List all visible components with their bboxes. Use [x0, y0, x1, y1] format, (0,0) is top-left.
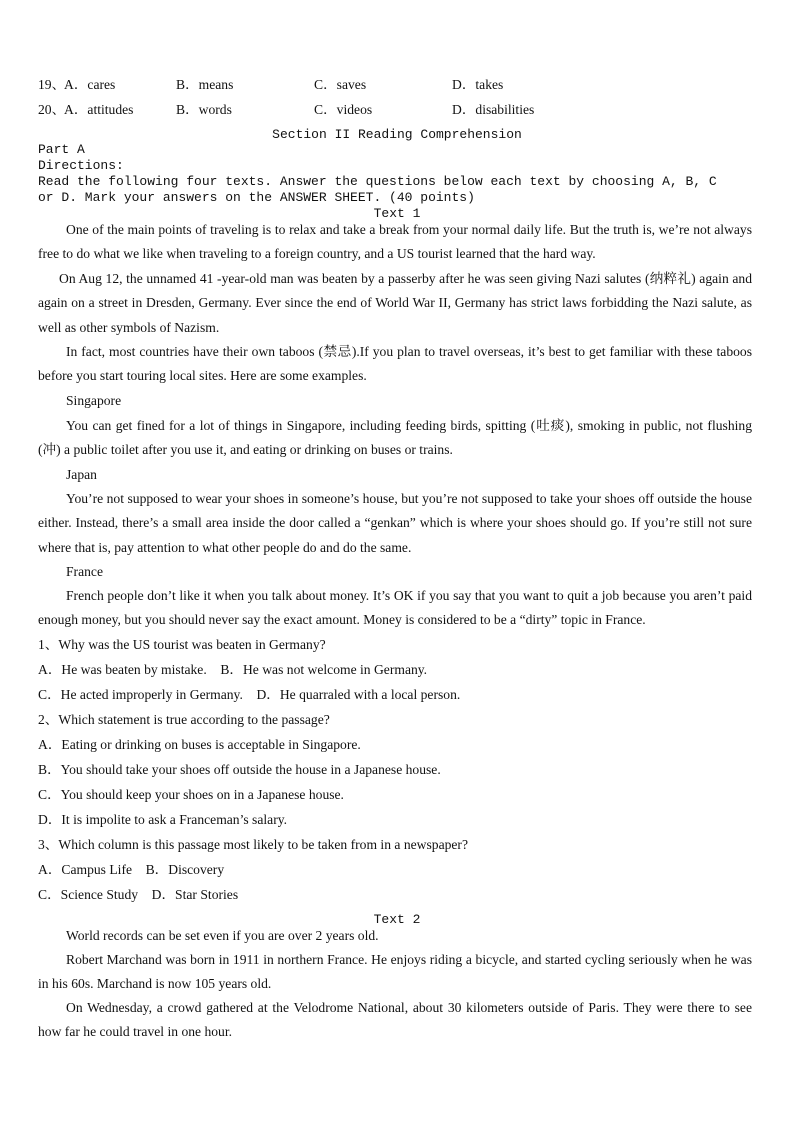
heading-france: France [66, 564, 103, 579]
heading-japan: Japan [66, 467, 97, 482]
question-option: B．You should take your shoes off outside the house in a Japanese house. [38, 762, 441, 777]
text1-title: Text 1 [373, 206, 421, 221]
text1-paragraph: You’re not supposed to wear your shoes in someone’s house, but you’re not supposed to take your shoes off outside the house either. Instead, there’s a small area inside the door called a “genkan” which is where your shoes should go. If you’re still not sure where that is, pay attention to what other people do and do the same. [38, 491, 752, 555]
question-stem: 2、Which statement is true according to the passage? [38, 712, 330, 727]
option-b: B．words [176, 102, 232, 117]
section-title: Section II Reading Comprehension [272, 127, 522, 142]
text2-paragraph: Robert Marchand was born in 1911 in northern France. He enjoys riding a bicycle, and started cycling seriously when he was in his 60s. Marchand is now 105 years old. [38, 952, 752, 992]
text1-paragraph: On Aug 12, the unnamed 41 -year-old man was beaten by a passerby after he was seen giving Nazi salutes (纳粹礼) again and again on a street in Dresden, Germany. Ever since the end of World War II, Germany has strict laws forbidding the Nazi salute, as well as other symbols of Nazism. [38, 271, 752, 335]
question-number: 20、 [38, 102, 66, 117]
question-options: A．He was beaten by mistake. B．He was not welcome in Germany. [38, 662, 428, 677]
question-option: A．Eating or drinking on buses is acceptable in Singapore. [38, 737, 361, 752]
text1-paragraph: One of the main points of traveling is to relax and take a break from your normal daily life. But the truth is, we’re not always free to do what we like when traveling to a foreign country, and a US tourist learned that the hard way. [38, 222, 752, 262]
heading-singapore: Singapore [66, 393, 122, 408]
question-options: C．He acted improperly in Germany. D．He quarraled with a local person. [38, 687, 461, 702]
question-options: A．Campus Life B．Discovery [38, 862, 225, 877]
question-option: D．It is impolite to ask a Franceman’s salary. [38, 812, 288, 827]
question-options: C．Science Study D．Star Stories [38, 887, 239, 902]
text2-paragraph: On Wednesday, a crowd gathered at the Velodrome National, about 30 kilometers outside of Paris. They were there to see how far he could travel in one hour. [38, 1000, 752, 1040]
question-option: C．You should keep your shoes on in a Japanese house. [38, 787, 344, 802]
text1-paragraph: French people don’t like it when you talk about money. It’s OK if you say that you want to quit a job because you aren’t paid enough money, but you should never say the exact amount. Money is considered to be a “dirty” topic in France. [38, 588, 752, 628]
option-a: A．cares [64, 77, 116, 92]
text2-title: Text 2 [373, 912, 421, 927]
text1-paragraph: In fact, most countries have their own taboos (禁忌).If you plan to travel overseas, it’s best to get familiar with these taboos before you start touring local sites. Here are some examples. [38, 344, 752, 384]
option-d: D．disabilities [452, 102, 535, 117]
directions-label: Directions: [38, 158, 124, 173]
text2-paragraph: World records can be set even if you are over 2 years old. [66, 928, 379, 943]
text1-paragraph: You can get fined for a lot of things in Singapore, including feeding birds, spitting (吐痰), smoking in public, not flushing (冲) a public toilet after you use it, and eating or drinking on buses or trains. [38, 418, 752, 458]
question-stem: 3、Which column is this passage most likely to be taken from in a newspaper? [38, 837, 468, 852]
option-c: C．videos [314, 102, 373, 117]
part-label: Part A [38, 142, 85, 157]
option-a: A．attitudes [64, 102, 134, 117]
option-d: D．takes [452, 77, 504, 92]
question-number: 19、 [38, 77, 66, 92]
question-stem: 1、Why was the US tourist was beaten in Germany? [38, 637, 326, 652]
directions-text: Read the following four texts. Answer the questions below each text by choosing A, B, C or D. Mark your answers on the ANSWER SHEET. (40 points) [38, 174, 725, 205]
option-c: C．saves [314, 77, 367, 92]
option-b: B．means [176, 77, 234, 92]
